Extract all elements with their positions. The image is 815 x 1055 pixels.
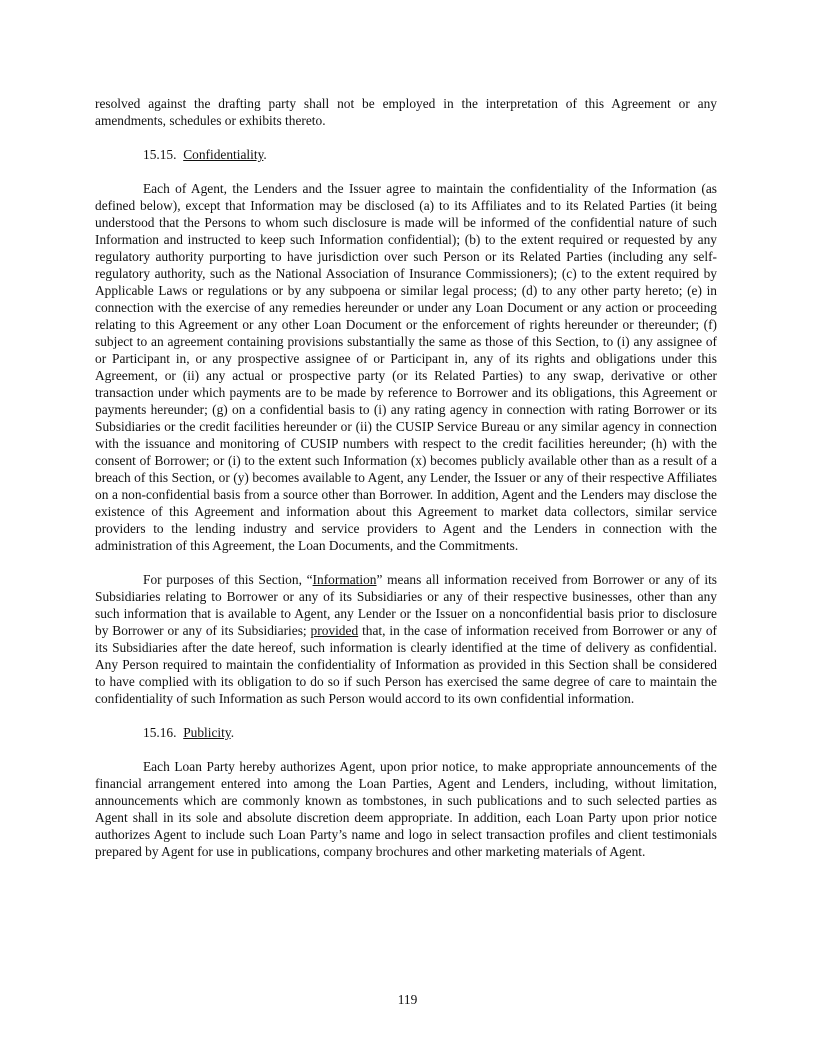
- section-title: Confidentiality: [183, 147, 264, 162]
- defined-term-information: Information: [312, 572, 377, 587]
- continuation-paragraph: resolved against the drafting party shall not be employed in the interpretation of this Agreement or any amendments, schedules or exhibits thereto.: [95, 96, 717, 128]
- information-definition-paragraph: For purposes of this Section, “Information” means all information received from Borrower or any of its Subsidiaries relating to Borrower or any of its Subsidiaries or any of their respective businesses, other than any such information that is available to Agent, any Lender or the Issuer on a nonconfidential basis prior to disclosure by Borrower or any of its Subsidiaries; provided that, in the case of information received from Borrower or any of its Subsidiaries after the date hereof, such information is clearly identified at the time of delivery as confidential. Any Person required to maintain the confidentiality of Information as provided in this Section shall be considered to have complied with its obligation to do so if such Person has exercised the same degree of care to maintain the confidentiality of such Information as such Person would accord to its own confidential information.: [95, 572, 718, 706]
- document-page: [95, 95, 717, 860]
- section-number: 15.15.: [143, 147, 177, 162]
- section-heading-15-16: 15.16. Publicity.: [143, 725, 235, 740]
- section-heading-15-15: 15.15. Confidentiality.: [143, 147, 267, 162]
- publicity-paragraph: Each Loan Party hereby authorizes Agent, upon prior notice, to make appropriate announcements of the financial arrangement entered into among the Loan Parties, Agent and Lenders, including, without limitation, announcements which are commonly known as tombstones, in such publications and to such selected parties as Agent shall in its sole and absolute discretion deem appropriate. In addition, each Loan Party upon prior notice authorizes Agent to include such Loan Party’s name and logo in select transaction profiles and client testimonials prepared by Agent for use in publications, company brochures and other marketing materials of Agent.: [95, 759, 717, 859]
- section-number: 15.16.: [143, 725, 177, 740]
- confidentiality-paragraph: Each of Agent, the Lenders and the Issuer agree to maintain the confidentiality of the Information (as defined below), except that Information may be disclosed (a) to its Affiliates and to its Related Parties (it being understood that the Persons to whom such disclosure is made will be informed of the confidential nature of such Information and instructed to keep such Information confidential); (b) to the extent required or requested by any regulatory authority purporting to have jurisdiction over such Person or its Related Parties (including any self-regulatory authority, such as the National Association of Insurance Commissioners); (c) to the extent required by Applicable Laws or regulations or by any subpoena or similar legal process; (d) to any other party hereto; (e) in connection with the exercise of any remedies hereunder or under any Loan Document or any action or proceeding relating to this Agreement or any other Loan Document or the enforcement of rights hereunder or thereunder; (f) subject to an agreement containing provisions substantially the same as those of this Section, to (i) any assignee of or Participant in, or any prospective assignee of or Participant in, any of its rights and obligations under this Agreement, or (ii) any actual or prospective party (or its Related Parties) to any swap, derivative or other transaction under which payments are to be made by reference to Borrower and its obligations, this Agreement or payments hereunder; (g) on a confidential basis to (i) any rating agency in connection with rating Borrower or its Subsidiaries or the credit facilities hereunder or (ii) the CUSIP Service Bureau or any similar agency in connection with the issuance and monitoring of CUSIP numbers with respect to the credit facilities hereunder; (h) with the consent of Borrower; or (i) to the extent such Information (x) becomes publicly available other than as a result of a breach of this Section, or (y) becomes available to Agent, any Lender, the Issuer or any of their respective Affiliates on a non-confidential basis from a source other than Borrower. In addition, Agent and the Lenders may disclose the existence of this Agreement and information about this Agreement to market data collectors, similar service providers to the lending industry and service providers to Agent and the Lenders in connection with the administration of this Agreement, the Loan Documents, and the Commitments.: [95, 181, 717, 553]
- section-title: Publicity: [183, 725, 231, 740]
- page-number: 119: [397, 992, 418, 1007]
- provided-term: provided: [310, 623, 359, 638]
